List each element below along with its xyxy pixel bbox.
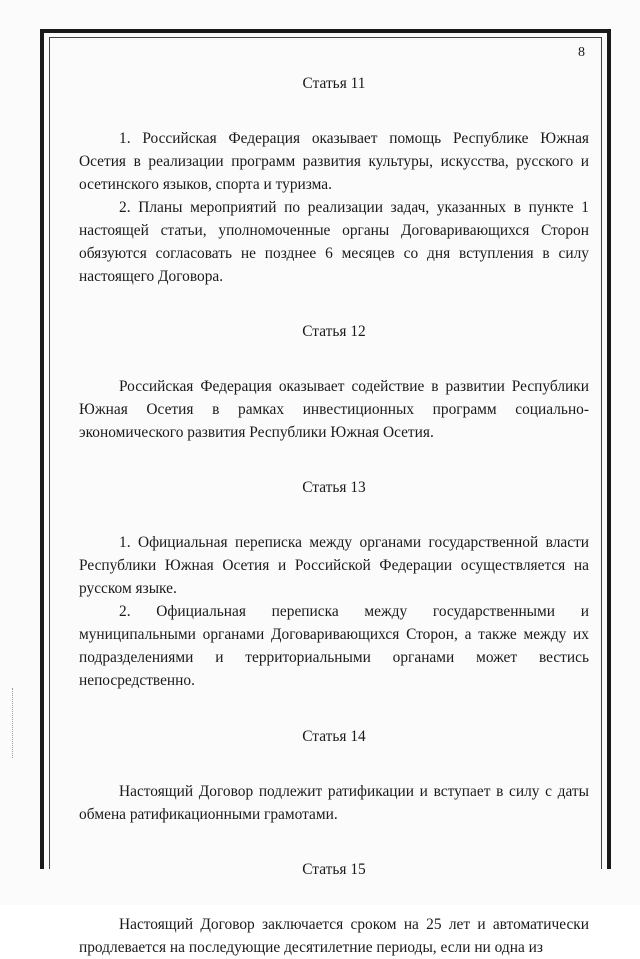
- article-paragraph: 1. Официальная переписка между органами государственной власти Республики Южная Осетия и Российской Федерации осуществляется на русском языке.: [79, 534, 589, 597]
- article-paragraph: 2. Планы мероприятий по реализации задач, указанных в пункте 1 настоящей статьи, уполномоченные органы Договаривающихся Сторон обязуются согласовать не позднее 6 месяцев со дня вступления в силу настоящего Договора.: [79, 199, 589, 285]
- article-13: [79, 476, 589, 692]
- scan-margin-mark: [12, 688, 14, 758]
- article-11: [79, 72, 589, 288]
- article-paragraph: Настоящий Договор подлежит ратификации и вступает в силу с даты обмена ратификационными грамотами.: [79, 783, 589, 823]
- document-body: [79, 72, 589, 959]
- article-paragraph: 2. Официальная переписка между государственными и муниципальными органами Договаривающихся Сторон, а также между их подразделениями и территориальными органами может вестись непосредственно.: [79, 603, 589, 689]
- article-15: [79, 858, 589, 959]
- article-paragraph: Настоящий Договор заключается сроком на 25 лет и автоматически продлевается на последующие десятилетние периоды, если ни одна из: [79, 916, 589, 956]
- article-title: Статья 13: [302, 479, 366, 496]
- article-12: [79, 320, 589, 444]
- article-title: Статья 11: [302, 75, 366, 92]
- article-title: Статья 12: [302, 323, 366, 340]
- article-paragraph: 1. Российская Федерация оказывает помощь Республике Южная Осетия в реализации программ развития культуры, искусства, русского и осетинского языков, спорта и туризма.: [79, 130, 589, 193]
- page-number: 8: [578, 45, 585, 60]
- article-paragraph: Российская Федерация оказывает содействие в развитии Республики Южная Осетия в рамках инвестиционных программ социально-экономического развития Республики Южная Осетия.: [79, 378, 589, 441]
- article-14: [79, 725, 589, 826]
- article-title: Статья 14: [302, 728, 366, 745]
- article-title: Статья 15: [302, 861, 366, 878]
